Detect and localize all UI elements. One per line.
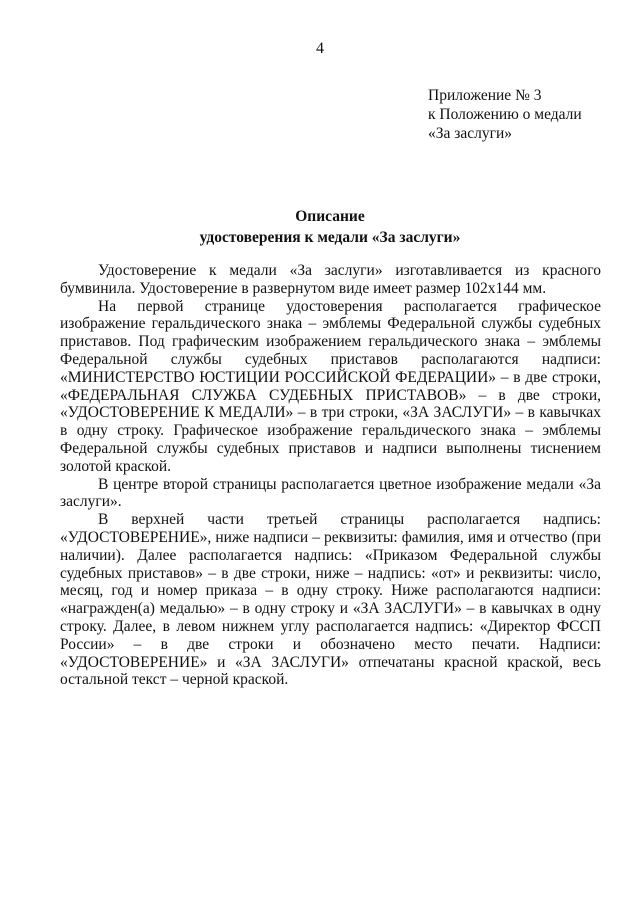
document-body — [60, 262, 601, 689]
appendix-line-3: «За заслуги» — [428, 125, 513, 142]
paragraph-material: Удостоверение к медали «За заслуги» изготавливается из красного бумвинила. Удостоверение в развернутом виде имеет размер 102х144 мм. — [60, 262, 601, 297]
paragraph-third-page: В верхней части третьей страницы располагается надпись: «УДОСТОВЕРЕНИЕ», ниже надписи – реквизиты: фамилия, имя и отчество (при наличии). Далее располагается надпись: «Приказом Федеральной службы судебных приставов» – в две строки, ниже – надпись: «от» и реквизиты: число, месяц, год и номер приказа – в одну строку. Ниже располагаются надписи: «награжден(а) медалью» – в одну строку и «ЗА ЗАСЛУГИ» – в кавычках в одну строку. Далее, в левом нижнем углу располагается надпись: «Директор ФССП России» – в две строки и обозначено место печати. Надписи: «УДОСТОВЕРЕНИЕ» и «ЗА ЗАСЛУГИ» отпечатаны красной краской, весь остальной текст – черной краской. — [60, 511, 601, 689]
appendix-line-1: Приложение № 3 — [428, 87, 542, 104]
page-number: 4 — [316, 40, 324, 57]
document-title: Описание — [295, 208, 365, 225]
paragraph-second-page: В центре второй страницы располагается цветное изображение медали «За заслуги». — [60, 475, 601, 511]
document-subtitle: удостоверения к медали «За заслуги» — [199, 229, 461, 246]
appendix-line-2: к Положению о медали — [428, 106, 582, 123]
appendix-reference — [428, 86, 582, 143]
paragraph-first-page: На первой странице удостоверения располагается графическое изображение геральдического знака – эмблемы Федеральной службы судебных приставов. Под графическим изображением геральдического знака – эмблемы Федеральной службы судебных приставов располагаются надписи: «МИНИСТЕРСТВО ЮСТИЦИИ РОССИЙСКОЙ ФЕДЕРАЦИИ» – в две строки, «ФЕДЕРАЛЬНАЯ СЛУЖБА СУДЕБНЫХ ПРИСТАВОВ» – в две строки, «УДОСТОВЕРЕНИЕ К МЕДАЛИ» – в три строки, «ЗА ЗАСЛУГИ» – в кавычках в одну строку. Графическое изображение геральдического знака – эмблемы Федеральной службы судебных приставов и надписи выполнены тиснением золотой краской. — [60, 297, 601, 475]
